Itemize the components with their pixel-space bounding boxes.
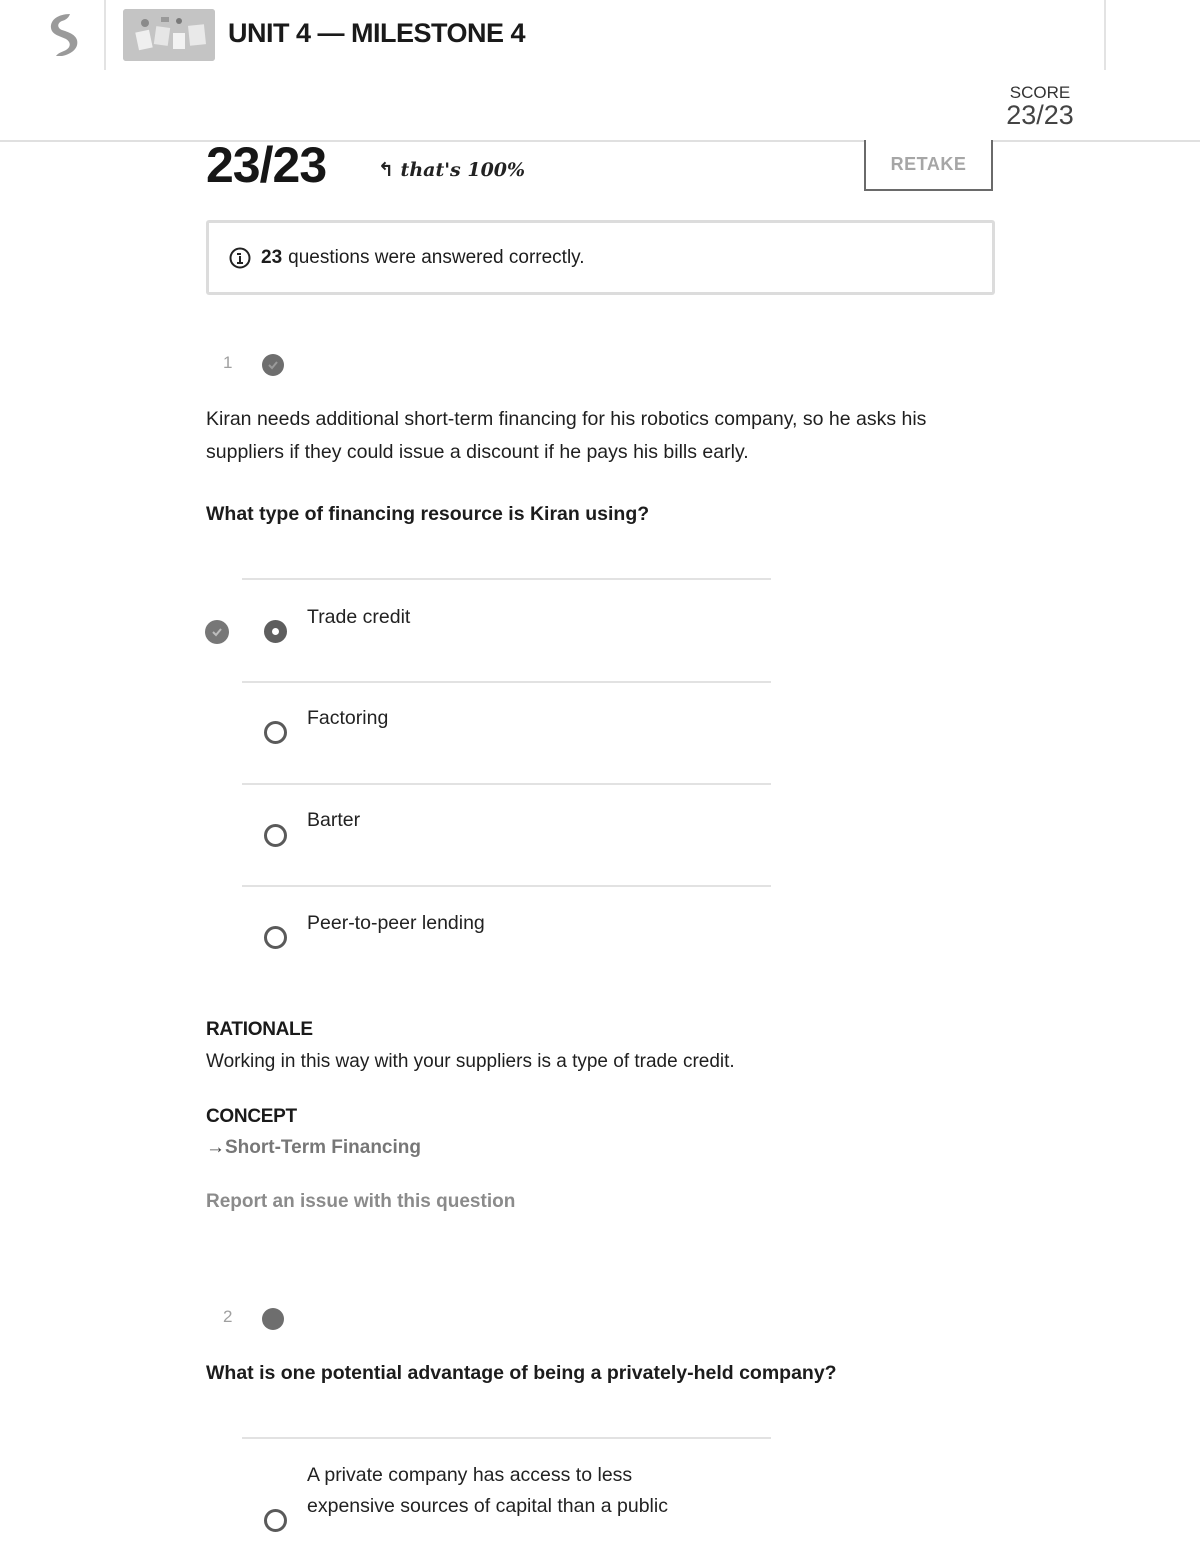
option-radio-peer-to-peer[interactable] xyxy=(264,926,287,949)
header-divider xyxy=(104,0,106,70)
question-text: Kiran needs additional short-term financing for his robotics company, so he asks his suppliers if they could issue a discount if he pays his bills early. xyxy=(206,408,927,463)
option-divider xyxy=(242,783,771,785)
report-issue-link[interactable]: Report an issue with this question xyxy=(206,1191,516,1212)
option-label-trade-credit[interactable]: Trade credit xyxy=(307,606,411,628)
page-title: UNIT 4 — MILESTONE 4 xyxy=(228,18,526,48)
top-header xyxy=(0,0,1200,70)
option-divider xyxy=(242,578,771,580)
option-divider xyxy=(242,885,771,887)
option-radio-private-capital[interactable] xyxy=(264,1509,287,1532)
option-label-barter[interactable]: Barter xyxy=(307,809,361,831)
retake-button[interactable]: RETAKE xyxy=(864,140,993,191)
concept-title: CONCEPT xyxy=(206,1106,297,1127)
question-prompt: What type of financing resource is Kiran using? xyxy=(206,503,650,525)
option-divider xyxy=(242,1437,771,1439)
option-divider xyxy=(242,681,771,683)
score-note xyxy=(378,159,525,181)
header-divider-right xyxy=(1104,0,1106,70)
score-value: 23/23 xyxy=(1006,100,1074,130)
score-label: SCORE xyxy=(1009,83,1071,102)
notice-count: 23 xyxy=(261,246,283,268)
arrow-right-icon: → xyxy=(206,1137,225,1158)
rationale-text: Working in this way with your suppliers is a type of trade credit. xyxy=(206,1051,735,1072)
info-icon xyxy=(229,247,251,269)
option-label-peer-to-peer[interactable]: Peer-to-peer lending xyxy=(307,912,485,934)
course-thumbnail-image xyxy=(123,9,215,61)
results-notice xyxy=(206,220,995,295)
big-score: 23/23 xyxy=(206,137,327,193)
concept-link[interactable] xyxy=(206,1137,421,1159)
concept-link-text: Short-Term Financing xyxy=(225,1137,421,1158)
sophia-logo-icon[interactable] xyxy=(44,12,84,58)
question-prompt: What is one potential advantage of being a privately-held company? xyxy=(206,1362,837,1384)
option-label-line: A private company has access to less xyxy=(307,1464,633,1486)
option-radio-barter[interactable] xyxy=(264,824,287,847)
back-arrow-icon: ↰ xyxy=(378,159,394,181)
question-number: 2 xyxy=(223,1307,233,1326)
score-note-text: that's 100% xyxy=(400,159,526,181)
option-radio-trade-credit[interactable] xyxy=(264,620,287,643)
correct-check-icon xyxy=(205,620,229,644)
option-radio-factoring[interactable] xyxy=(264,721,287,744)
option-label-line: expensive sources of capital than a public xyxy=(307,1495,668,1517)
score-bar xyxy=(0,70,1200,142)
question-status-icon xyxy=(262,354,284,376)
question-status-icon xyxy=(262,1308,284,1330)
option-label-private-capital[interactable] xyxy=(307,1460,668,1522)
rationale-title: RATIONALE xyxy=(206,1019,313,1040)
notice-text: questions were answered correctly. xyxy=(288,246,585,268)
question-number: 1 xyxy=(223,353,233,372)
option-label-factoring[interactable]: Factoring xyxy=(307,707,389,729)
